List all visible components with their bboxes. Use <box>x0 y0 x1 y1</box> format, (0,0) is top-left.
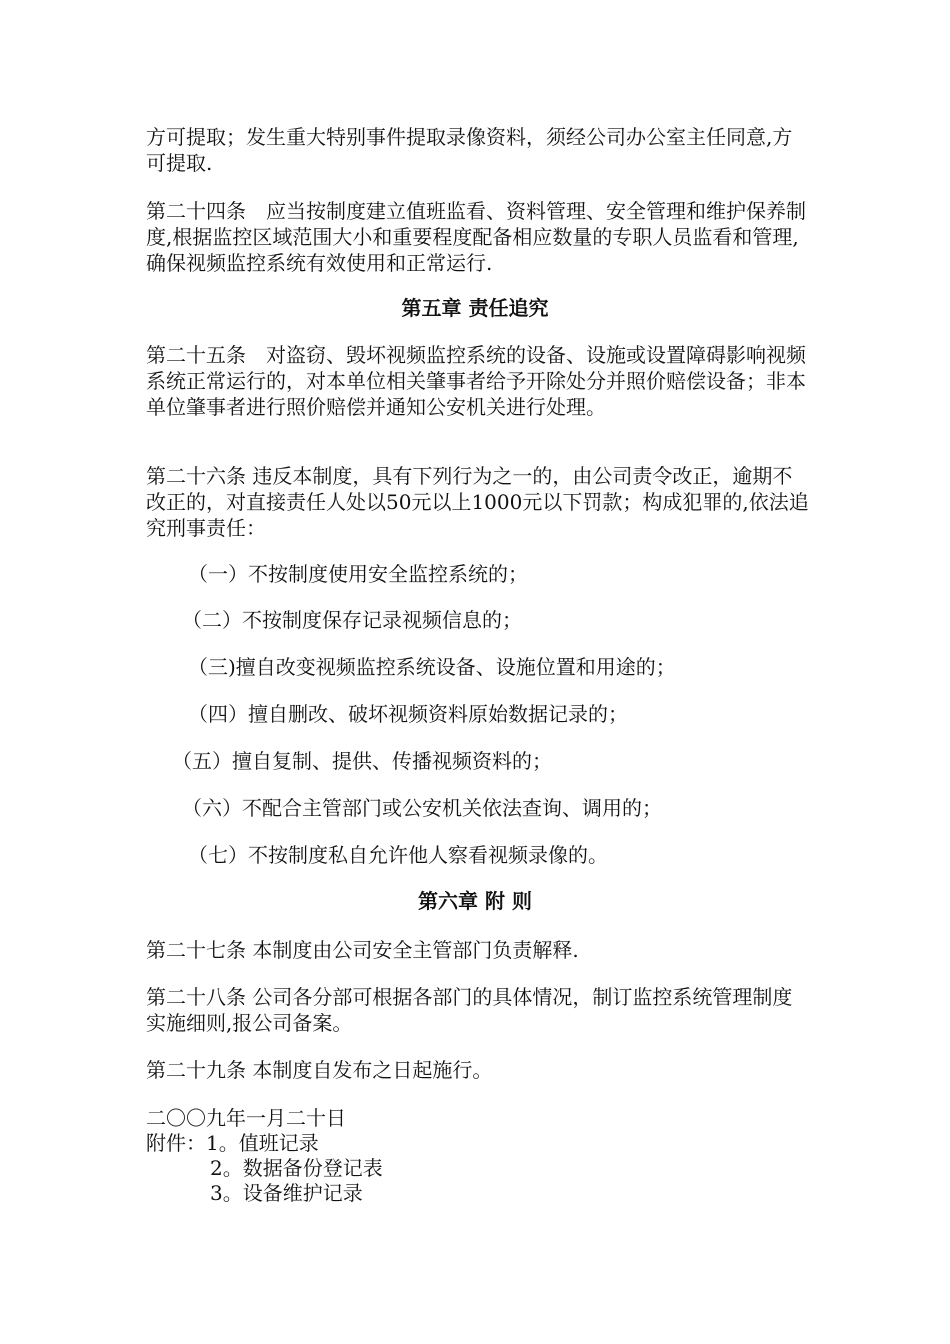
article-25: 第二十五条 对盗窃、毁坏视频监控系统的设备、设施或设置障碍影响视频系统正常运行的，对本单位相关肇事者给予开除处分并照价赔偿设备；非本单位肇事者进行照价赔偿并通知公安机关进行处理。 <box>146 343 806 419</box>
list-item: （六）不配合主管部门或公安机关依法查询、调用的； <box>182 796 662 820</box>
chapter-6-heading: 第六章 附 则 <box>418 889 532 913</box>
list-item: （五）擅自复制、提供、传播视频资料的； <box>172 749 552 773</box>
document-date: 二〇〇九年一月二十日 <box>146 1106 346 1130</box>
attachment-2: 2。数据备份登记表 <box>210 1156 383 1180</box>
list-item: （四）擅自删改、破坏视频资料原始数据记录的； <box>188 702 628 726</box>
article-24: 第二十四条 应当按制度建立值班监看、资料管理、安全管理和维护保养制度,根据监控区域范围大小和重要程度配备相应数量的专职人员监看和管理,确保视频监控系统有效使用和正常运行. <box>146 199 806 275</box>
list-item: （一）不按制度使用安全监控系统的； <box>188 562 528 586</box>
list-item: （二）不按制度保存记录视频信息的； <box>182 608 522 632</box>
paragraph-continuation: 方可提取；发生重大特别事件提取录像资料，须经公司办公室主任同意,方可提取. <box>146 125 793 175</box>
article-28: 第二十八条 公司各分部可根据各部门的具体情况，制订监控系统管理制度实施细则,报公司备案。 <box>146 985 793 1035</box>
article-27: 第二十七条 本制度由公司安全主管部门负责解释. <box>146 938 579 962</box>
chapter-5-heading: 第五章 责任追究 <box>401 296 549 320</box>
list-item: （三)擅自改变视频监控系统设备、设施位置和用途的； <box>188 655 676 679</box>
attachment-3: 3。设备维护记录 <box>210 1181 363 1205</box>
article-29: 第二十九条 本制度自发布之日起施行。 <box>146 1058 493 1082</box>
attachment-1: 附件：1。值班记录 <box>146 1131 319 1155</box>
article-26: 第二十六条 违反本制度，具有下列行为之一的，由公司责令改正，逾期不改正的，对直接责任人处以50元以上1000元以下罚款；构成犯罪的,依法追究刑事责任： <box>146 464 809 540</box>
list-item: （七）不按制度私自允许他人察看视频录像的。 <box>188 843 608 867</box>
